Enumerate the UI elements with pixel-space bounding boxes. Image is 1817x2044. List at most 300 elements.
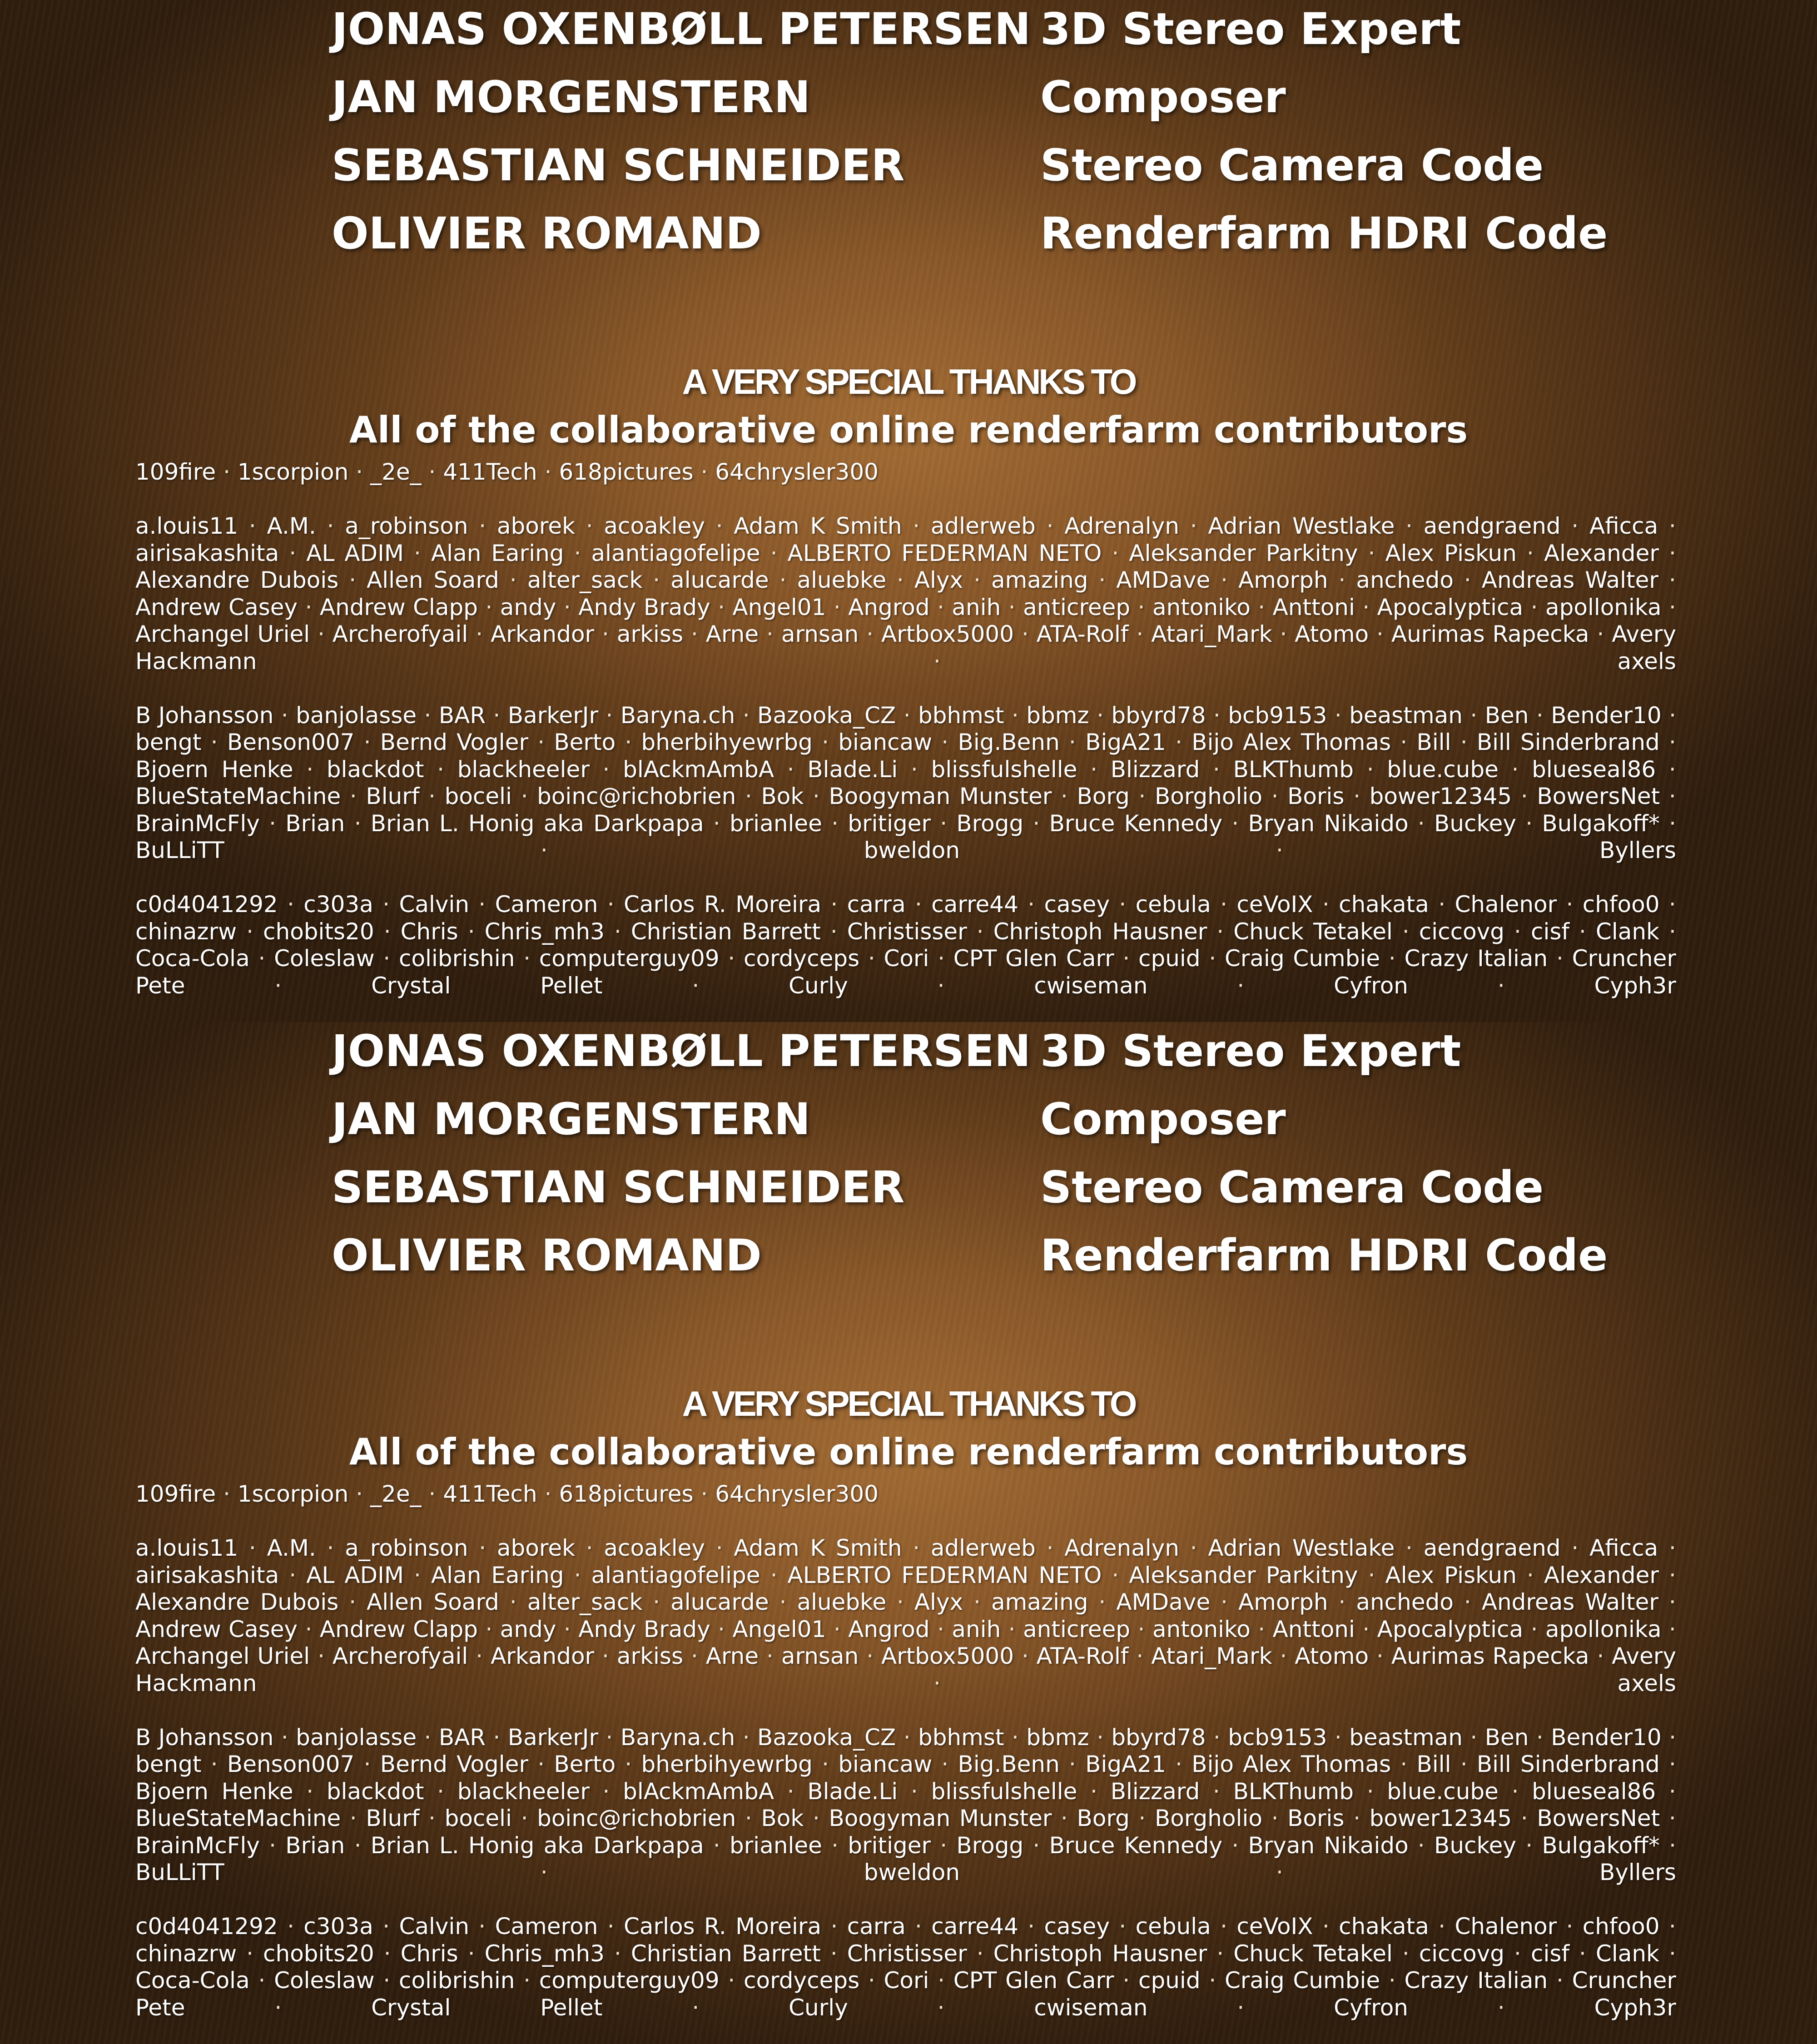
name-separator: · xyxy=(287,891,294,918)
name-separator: · xyxy=(904,702,911,729)
name-separator: · xyxy=(831,1832,839,1859)
name-separator: · xyxy=(1338,1589,1345,1615)
name-separator: · xyxy=(1122,1967,1130,1994)
name-separator: · xyxy=(625,729,632,755)
name-separator: · xyxy=(479,513,486,539)
contributor-name: AL ADIM xyxy=(306,540,404,566)
name-separator: · xyxy=(223,459,230,485)
name-separator: · xyxy=(274,1994,282,2021)
contributor-name: Aficca xyxy=(1589,513,1658,539)
name-separator: · xyxy=(822,1751,829,1777)
name-separator: · xyxy=(1099,1589,1106,1615)
contributor-name: Andrew Casey xyxy=(135,594,298,620)
contributor-name: a_robinson xyxy=(345,1535,468,1561)
name-separator: · xyxy=(510,1589,517,1615)
name-separator: · xyxy=(911,1778,918,1805)
contributor-name: aluebke xyxy=(797,567,886,593)
name-separator: · xyxy=(607,1913,615,1940)
contributor-name: cpuid xyxy=(1138,945,1201,972)
contributor-name: Atari_Mark xyxy=(1151,1643,1272,1669)
contributor-name: Benson007 xyxy=(227,1751,355,1777)
contributor-name: Anttoni xyxy=(1273,1616,1355,1642)
name-separator: · xyxy=(1464,567,1471,593)
name-separator: · xyxy=(1175,1751,1182,1777)
contributor-name: BLKThumb xyxy=(1233,756,1354,783)
credit-role: Renderfarm HDRI Code xyxy=(1040,206,1608,261)
contributor-name: Chris xyxy=(401,1940,458,1967)
contributor-name: Adrian Westlake xyxy=(1208,1535,1395,1561)
contributor-name: blissfulshelle xyxy=(931,1778,1077,1805)
name-separator: · xyxy=(1209,1967,1216,1994)
contributor-name: arnsan xyxy=(781,1643,859,1669)
contributor-name: Aurimas Rapecka xyxy=(1391,1643,1589,1669)
name-separator: · xyxy=(478,891,486,918)
name-separator: · xyxy=(1521,783,1528,809)
contributor-name: alantiagofelipe xyxy=(591,540,760,566)
contributor-name: bbyrd78 xyxy=(1111,1724,1206,1751)
name-separator: · xyxy=(1669,594,1676,620)
name-separator: · xyxy=(545,1481,552,1507)
contributor-name: Andy Brady xyxy=(578,594,710,620)
contributor-name: cordyceps xyxy=(744,945,859,972)
name-separator: · xyxy=(437,756,444,783)
contributor-name: chobits20 xyxy=(263,918,374,945)
name-separator: · xyxy=(1460,729,1468,755)
name-separator: · xyxy=(1556,945,1564,972)
name-separator: · xyxy=(941,729,948,755)
contributor-name: Bazooka_CZ xyxy=(757,702,896,729)
name-separator: · xyxy=(933,1670,941,1697)
contributor-name: Clank xyxy=(1596,918,1659,945)
contributor-name: c0d4041292 xyxy=(135,1913,278,1940)
name-separator: · xyxy=(468,1940,475,1967)
contributor-name: Boogyman Munster xyxy=(829,783,1052,809)
contributor-name: carre44 xyxy=(931,891,1018,918)
contributor-name: Ben xyxy=(1485,702,1529,729)
name-separator: · xyxy=(281,1724,288,1751)
contributor-name: c303a xyxy=(303,891,373,918)
contributor-name: Angrod xyxy=(848,1616,929,1642)
contributor-name: Cyph3r xyxy=(1594,1994,1676,2021)
name-separator: · xyxy=(354,810,362,837)
name-separator: · xyxy=(1097,702,1104,729)
name-separator: · xyxy=(574,1562,581,1588)
name-separator: · xyxy=(1221,1589,1228,1615)
credit-role: Composer xyxy=(1040,1092,1286,1146)
contributor-name: Christisser xyxy=(847,1940,967,1967)
name-separator: · xyxy=(258,1967,265,1994)
credit-role: Stereo Camera Code xyxy=(1040,138,1544,193)
contributor-name: adlerweb xyxy=(931,513,1036,539)
special-thanks-subheading: All of the collaborative online renderfarm contributors xyxy=(0,1427,1817,1477)
name-separator: · xyxy=(1008,1616,1016,1642)
contributor-name: Aleksander Parkitny xyxy=(1129,1562,1358,1588)
name-separator: · xyxy=(537,729,545,755)
name-separator: · xyxy=(258,945,265,972)
contributor-name: Alexander xyxy=(1544,540,1659,566)
contributor-name: Adam K Smith xyxy=(734,513,902,539)
contributor-name: Artbox5000 xyxy=(881,621,1014,647)
contributor-name: bbhmst xyxy=(918,702,1004,729)
name-separator: · xyxy=(1512,756,1519,783)
contributor-name: Blizzard xyxy=(1111,1778,1200,1805)
contributor-name: cebula xyxy=(1136,1913,1211,1940)
name-separator: · xyxy=(614,1940,621,1967)
name-separator: · xyxy=(414,540,421,566)
name-separator: · xyxy=(382,1913,390,1940)
contributor-name: Cyfron xyxy=(1334,972,1408,999)
name-separator: · xyxy=(904,1724,911,1751)
name-separator: · xyxy=(249,1535,256,1561)
contributor-name: Archerofyail xyxy=(333,1643,468,1669)
contributor-name: Baryna.ch xyxy=(621,702,735,729)
contributor-name: cpuid xyxy=(1138,1967,1201,1994)
name-separator: · xyxy=(866,621,874,647)
contributor-name: Brogg xyxy=(956,1832,1023,1859)
name-separator: · xyxy=(1579,918,1586,945)
contributor-name: Atomo xyxy=(1295,621,1369,647)
name-separator: · xyxy=(1271,1805,1279,1831)
name-separator: · xyxy=(1138,594,1145,620)
contributor-name: 64chrysler300 xyxy=(715,1481,879,1507)
name-separator: · xyxy=(813,783,820,809)
name-separator: · xyxy=(1322,1913,1330,1940)
contributor-name: blackdot xyxy=(327,1778,424,1805)
name-separator: · xyxy=(977,918,984,945)
contributor-name: Chuck Tetakel xyxy=(1233,1940,1393,1967)
name-separator: · xyxy=(1405,1535,1413,1561)
contributor-name: chinazrw xyxy=(135,918,237,945)
contributor-name: Crystal Pellet xyxy=(371,1994,602,2021)
contributor-name: apollonika xyxy=(1545,1616,1662,1642)
contributor-name: BowersNet xyxy=(1537,1805,1660,1831)
contributor-name: Bill Sinderbrand xyxy=(1477,1751,1660,1777)
contributor-name: Cameron xyxy=(495,891,598,918)
name-separator: · xyxy=(713,810,720,837)
contributor-name: brianlee xyxy=(730,810,822,837)
contributor-name: Alexandre Dubois xyxy=(135,567,338,593)
name-separator: · xyxy=(384,918,391,945)
contributor-name: 411Tech xyxy=(443,1481,537,1507)
name-separator: · xyxy=(521,783,528,809)
name-separator: · xyxy=(937,1616,944,1642)
contributor-name: axels xyxy=(1618,648,1676,675)
contributor-name: AMDave xyxy=(1116,567,1210,593)
name-separator: · xyxy=(866,1643,874,1669)
name-separator: · xyxy=(834,594,841,620)
contributor-name: blissfulshelle xyxy=(931,756,1077,783)
name-separator: · xyxy=(564,594,571,620)
contributor-name: bweldon xyxy=(864,837,960,863)
contributor-name: arkiss xyxy=(617,621,683,647)
contributor-name: Arkandor xyxy=(491,1643,594,1669)
contributor-name: Bazooka_CZ xyxy=(757,1724,896,1751)
name-separator: · xyxy=(541,1859,548,1885)
contributor-name: Brian xyxy=(285,1832,345,1859)
contributor-name: Bernd Vogler xyxy=(380,1751,528,1777)
contributor-name: ciccovg xyxy=(1419,918,1504,945)
name-separator: · xyxy=(479,1535,486,1561)
contributor-name: bengt xyxy=(135,729,202,755)
contributor-name: Carlos R. Moreira xyxy=(624,1913,821,1940)
contributor-name: Cyph3r xyxy=(1594,972,1676,999)
contributor-name: bcb9153 xyxy=(1228,702,1327,729)
contributor-name: BarkerJr xyxy=(508,702,598,729)
name-separator: · xyxy=(602,621,609,647)
name-separator: · xyxy=(1470,702,1477,729)
contributor-name: Coleslaw xyxy=(274,945,375,972)
name-separator: · xyxy=(1525,1832,1533,1859)
name-separator: · xyxy=(728,945,735,972)
contributor-name: cordyceps xyxy=(744,1967,859,1994)
name-separator: · xyxy=(1669,540,1676,566)
name-separator: · xyxy=(1061,783,1068,809)
contributor-name: c303a xyxy=(303,1913,373,1940)
name-separator: · xyxy=(1353,783,1360,809)
name-separator: · xyxy=(1597,1643,1604,1669)
contributor-name: Ben xyxy=(1485,1724,1529,1751)
name-separator: · xyxy=(269,1832,276,1859)
name-separator: · xyxy=(1669,891,1676,918)
name-separator: · xyxy=(625,1751,632,1777)
contributor-name: antoniko xyxy=(1152,594,1251,620)
name-separator: · xyxy=(1498,972,1505,999)
contributor-name: axels xyxy=(1618,1670,1676,1697)
name-separator: · xyxy=(356,1481,363,1507)
name-separator: · xyxy=(1669,567,1676,593)
name-separator: · xyxy=(318,621,325,647)
contributor-name: acoakley xyxy=(604,513,705,539)
contributor-name: Benson007 xyxy=(227,729,355,755)
name-separator: · xyxy=(1669,1751,1676,1777)
contributor-name: Blurf xyxy=(366,783,419,809)
contributor-name: Alexander xyxy=(1544,1562,1659,1588)
contributor-name: Archerofyail xyxy=(333,621,468,647)
contributor-name: boinc@richobrien xyxy=(537,783,736,809)
name-separator: · xyxy=(1069,1751,1076,1777)
contributor-name: Blade.Li xyxy=(807,1778,898,1805)
name-separator: · xyxy=(834,1616,841,1642)
name-separator: · xyxy=(1213,702,1221,729)
name-separator: · xyxy=(1470,1724,1477,1751)
contributor-name: Atari_Mark xyxy=(1151,621,1272,647)
contributor-name: BowersNet xyxy=(1537,783,1660,809)
name-separator: · xyxy=(1464,1589,1471,1615)
name-separator: · xyxy=(1237,972,1244,999)
name-separator: · xyxy=(1209,945,1216,972)
contributor-name: Big.Benn xyxy=(958,729,1060,755)
contributor-name: Berto xyxy=(554,729,616,755)
contributor-name: A.M. xyxy=(267,1535,316,1561)
name-separator: · xyxy=(606,1724,613,1751)
contributor-name: airisakashita xyxy=(135,1562,279,1588)
contributor-name: Apocalyptica xyxy=(1377,1616,1524,1642)
name-separator: · xyxy=(1597,621,1604,647)
contributor-name: Coleslaw xyxy=(274,1967,375,1994)
name-separator: · xyxy=(383,945,390,972)
contributor-name: boinc@richobrien xyxy=(537,1805,736,1831)
contributor-name: Amorph xyxy=(1238,567,1328,593)
contributor-name: Blizzard xyxy=(1111,756,1200,783)
name-separator: · xyxy=(574,540,581,566)
contributor-name: Atomo xyxy=(1295,1643,1369,1669)
contributor-name: computerguy09 xyxy=(539,1967,720,1994)
contributor-name: BrainMcFly xyxy=(135,810,260,837)
contributor-name: alucarde xyxy=(670,567,769,593)
name-separator: · xyxy=(468,918,475,945)
contributor-name: Crazy Italian xyxy=(1404,1967,1548,1994)
contributor-name: Adrenalyn xyxy=(1064,513,1179,539)
name-separator: · xyxy=(1400,1751,1407,1777)
name-separator: · xyxy=(384,1940,391,1967)
contributor-name: BAR xyxy=(439,1724,486,1751)
name-separator: · xyxy=(1213,756,1220,783)
contributor-name: chinazrw xyxy=(135,1940,237,1967)
name-separator: · xyxy=(1368,540,1375,566)
contributor-name: alantiagofelipe xyxy=(591,1562,760,1588)
name-separator: · xyxy=(349,1589,356,1615)
name-separator: · xyxy=(973,1589,981,1615)
contributor-name: 618pictures xyxy=(559,1481,693,1507)
name-separator: · xyxy=(1669,918,1676,945)
contributor-name: blackdot xyxy=(327,756,424,783)
name-separator: · xyxy=(1220,1913,1227,1940)
name-separator: · xyxy=(1271,783,1279,809)
name-separator: · xyxy=(941,1751,948,1777)
contributor-name: cwiseman xyxy=(1034,1994,1147,2021)
contributor-name: B Johansson xyxy=(135,1724,273,1751)
contributor-name: bherbihyewrbg xyxy=(641,729,813,755)
name-separator: · xyxy=(306,756,313,783)
contributor-name: Berto xyxy=(554,1751,616,1777)
contributor-name: Aurimas Rapecka xyxy=(1391,621,1589,647)
credit-role: 3D Stereo Expert xyxy=(1040,2,1461,56)
credit-name: JAN MORGENSTERN xyxy=(332,1092,810,1146)
name-separator: · xyxy=(356,459,363,485)
contributor-name: Allen Soard xyxy=(367,567,499,593)
name-separator: · xyxy=(428,783,436,809)
name-separator: · xyxy=(246,1940,253,1967)
contributor-name: Bernd Vogler xyxy=(380,729,528,755)
contributor-name: Curly xyxy=(789,1994,848,2021)
name-separator: · xyxy=(1258,1616,1265,1642)
name-separator: · xyxy=(1389,1967,1396,1994)
contributor-name: BuLLiTT xyxy=(135,837,224,863)
contributor-name: chfoo0 xyxy=(1583,891,1660,918)
name-separator: · xyxy=(770,1562,778,1588)
contributor-name: Coca-Cola xyxy=(135,945,250,972)
contributor-name: Alex Piskun xyxy=(1385,1562,1517,1588)
name-separator: · xyxy=(1669,1913,1676,1940)
name-separator: · xyxy=(745,1805,752,1831)
name-separator: · xyxy=(1136,621,1143,647)
name-separator: · xyxy=(940,1832,947,1859)
name-separator: · xyxy=(586,513,593,539)
name-separator: · xyxy=(211,1751,218,1777)
name-separator: · xyxy=(700,459,708,485)
contributor-name: ciccovg xyxy=(1419,1940,1504,1967)
contributor-name: banjolasse xyxy=(296,702,417,729)
contributor-name: alter_sack xyxy=(527,567,643,593)
contributor-name: anticreep xyxy=(1023,1616,1130,1642)
name-separator: · xyxy=(913,513,920,539)
name-separator: · xyxy=(1231,810,1239,837)
name-separator: · xyxy=(541,837,548,863)
name-separator: · xyxy=(933,648,941,675)
contributor-name: Artbox5000 xyxy=(881,1643,1014,1669)
contributor-name: ATA-Rolf xyxy=(1037,1643,1129,1669)
contributor-name: Angrod xyxy=(848,594,929,620)
name-separator: · xyxy=(1438,1913,1445,1940)
name-separator: · xyxy=(868,1967,875,1994)
name-separator: · xyxy=(1190,513,1197,539)
name-separator: · xyxy=(691,621,698,647)
name-separator: · xyxy=(523,945,531,972)
contributor-name: Chris xyxy=(401,918,458,945)
name-separator: · xyxy=(1280,621,1287,647)
name-separator: · xyxy=(1669,1535,1676,1561)
name-separator: · xyxy=(1405,513,1413,539)
name-separator: · xyxy=(830,918,838,945)
name-separator: · xyxy=(1213,1778,1220,1805)
contributor-name: carra xyxy=(847,1913,906,1940)
name-separator: · xyxy=(1669,1805,1676,1831)
contributor-name: ceVoIX xyxy=(1236,1913,1313,1940)
name-separator: · xyxy=(1138,1805,1146,1831)
contributor-name: blueseal86 xyxy=(1532,1778,1656,1805)
contributor-name: Bender10 xyxy=(1551,1724,1661,1751)
name-separator: · xyxy=(1571,1535,1579,1561)
contributor-name: carra xyxy=(847,891,906,918)
contributor-name: _2e_ xyxy=(370,459,422,485)
name-separator: · xyxy=(937,594,944,620)
contributor-name: Andy Brady xyxy=(578,1616,710,1642)
name-separator: · xyxy=(485,1616,492,1642)
credit-name: OLIVIER ROMAND xyxy=(332,1228,762,1283)
name-separator: · xyxy=(1119,1913,1126,1940)
name-separator: · xyxy=(977,1940,984,1967)
name-separator: · xyxy=(1531,1616,1538,1642)
name-separator: · xyxy=(1138,1616,1145,1642)
contributor-name: BigA21 xyxy=(1085,729,1166,755)
contributor-name: bengt xyxy=(135,1751,202,1777)
name-separator: · xyxy=(1536,1724,1544,1751)
name-separator: · xyxy=(249,513,256,539)
name-separator: · xyxy=(830,891,838,918)
contributor-name: Allen Soard xyxy=(367,1589,499,1615)
name-separator: · xyxy=(1047,1535,1054,1561)
name-separator: · xyxy=(1418,1832,1425,1859)
contributor-name: Bok xyxy=(761,783,804,809)
contributor-name: bower12345 xyxy=(1370,1805,1512,1831)
name-separator: · xyxy=(476,621,483,647)
name-separator: · xyxy=(350,783,357,809)
contributor-name: beastman xyxy=(1349,1724,1463,1751)
credit-name: JONAS OXENBØLL PETERSEN xyxy=(332,2,1031,56)
name-separator: · xyxy=(289,1562,296,1588)
name-separator: · xyxy=(327,1535,334,1561)
name-separator: · xyxy=(429,1481,436,1507)
name-separator: · xyxy=(728,1967,735,1994)
contributor-name: casey xyxy=(1044,1913,1110,1940)
contributor-name: brianlee xyxy=(730,1832,822,1859)
contributor-name: Andrew Clapp xyxy=(320,594,478,620)
contributor-name: ALBERTO FEDERMAN NETO xyxy=(788,540,1102,566)
contributor-name: anih xyxy=(952,1616,1001,1642)
contributor-name: ATA-Rolf xyxy=(1037,621,1129,647)
contributor-name: Blurf xyxy=(366,1805,419,1831)
special-thanks-subheading: All of the collaborative online renderfarm contributors xyxy=(0,405,1817,455)
